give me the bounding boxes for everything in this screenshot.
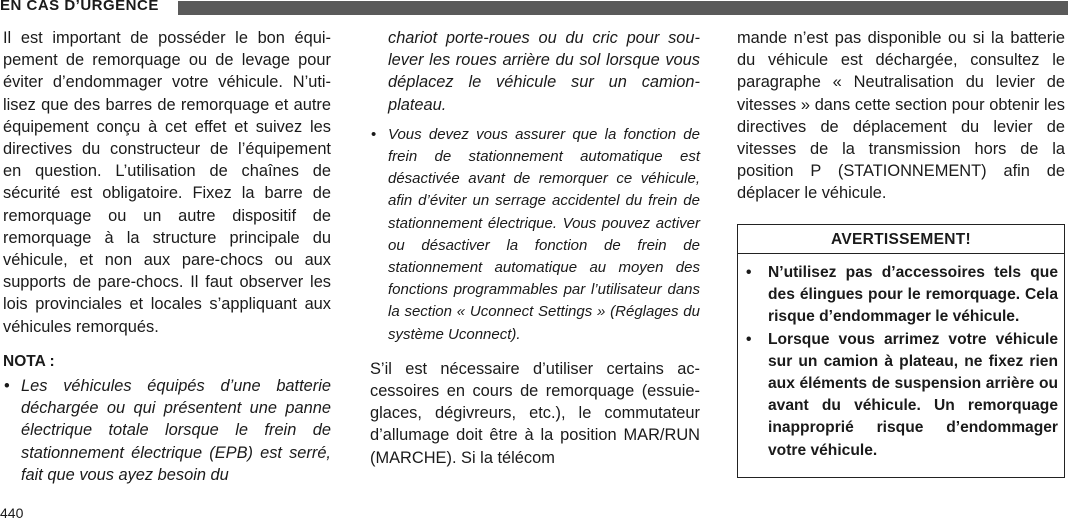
nota-item-1-continuation: chariot porte-roues ou du cric pour soulever les roues arrière du sol lorsque vous déplacez le véhicule sur un camion-plateau. bbox=[388, 29, 700, 114]
warning-item-1-text: N’utilisez pas d’accessoires tels que des élingues pour le remorquage. Cela risque d’endommager le véhicule. bbox=[768, 264, 1058, 326]
warning-item-2-text: Lorsque vous arrimez votre véhicule sur un camion à plateau, ne fixez rien aux éléments de suspension arrière ou avant du véhicule. Un remorquage inapproprié risque d’endommager votre véhicule. bbox=[768, 330, 1058, 459]
bullet-icon: • bbox=[746, 264, 752, 281]
column-3 bbox=[737, 27, 1065, 205]
warning-item-1 bbox=[746, 262, 1058, 329]
section-header bbox=[0, 0, 1068, 17]
page-number: 440 bbox=[0, 505, 24, 521]
nota-item-2 bbox=[370, 124, 700, 346]
nota-item-1 bbox=[3, 375, 331, 486]
bullet-icon: • bbox=[4, 377, 10, 396]
column-1 bbox=[3, 27, 331, 486]
nota-list bbox=[3, 375, 331, 486]
nota-title: NOTA : bbox=[3, 352, 55, 370]
nota-item-2-text: Vous devez vous assurer que la fonction de frein de stationnement automatique est désactivée avant de remorquer ce véhicule, afin d’éviter un serrage accidentel du frein de stationnement électrique. Vous pouvez activer ou désactiver la fonction de frein de stationnement automatique au moyen des fonctions programmables par l’utilisateur dans la section « Uconnect Settings » (Réglages du système Uconnect). bbox=[388, 125, 700, 343]
accessories-paragraph: S’il est nécessaire d’utiliser certains accessoires en cours de remorquage (essuie-glaces, dégivreurs, etc.), le commutateur d’allumage doit être à la position MAR/RUN (MARCHE). Si la télécom bbox=[370, 359, 700, 467]
towing-equipment-paragraph: Il est important de posséder le bon équipement de remorquage ou de levage pour éviter d’endommager votre véhicule. N’utilisez que des barres de remorquage et autre équipement conçu à cet effet et suivez les directives du constructeur de l’équipement en question. L’utilisation de chaînes de sécurité est obligatoire. Fixez la barre de remorquage ou un autre dispositif de remorquage à la structure principale du véhicule, et non aux pare-chocs ou aux supports de pare-chocs. Il faut observer les lois provinciales et locales s’appliquant aux véhicules remorqués. bbox=[3, 29, 331, 336]
nota-item-1-text: Les véhicules équipés d’une batterie déchargée ou qui présentent une panne électrique totale lorsque le frein de stationnement électrique (EPB) est serré, fait que vous ayez besoin du bbox=[21, 377, 331, 484]
column-2 bbox=[370, 27, 700, 469]
accessories-paragraph-continuation: mande n’est pas disponible ou si la batterie du véhicule est déchargée, consultez le paragraphe « Neutralisation du levier de vitesses » dans cette section pour obtenir les directives de déplacement du levier de vitesses de la transmission hors de la position P (STATIONNEMENT) afin de déplacer le véhicule. bbox=[737, 29, 1065, 203]
warning-box bbox=[737, 224, 1065, 478]
header-rule bbox=[178, 1, 1068, 15]
section-label: EN CAS D’URGENCE bbox=[0, 0, 169, 15]
nota-list-continued bbox=[370, 124, 700, 346]
warning-item-2 bbox=[746, 329, 1058, 462]
bullet-icon: • bbox=[371, 125, 377, 143]
warning-title: AVERTISSEMENT! bbox=[738, 231, 1064, 254]
bullet-icon: • bbox=[746, 330, 752, 348]
warning-list bbox=[746, 262, 1058, 462]
